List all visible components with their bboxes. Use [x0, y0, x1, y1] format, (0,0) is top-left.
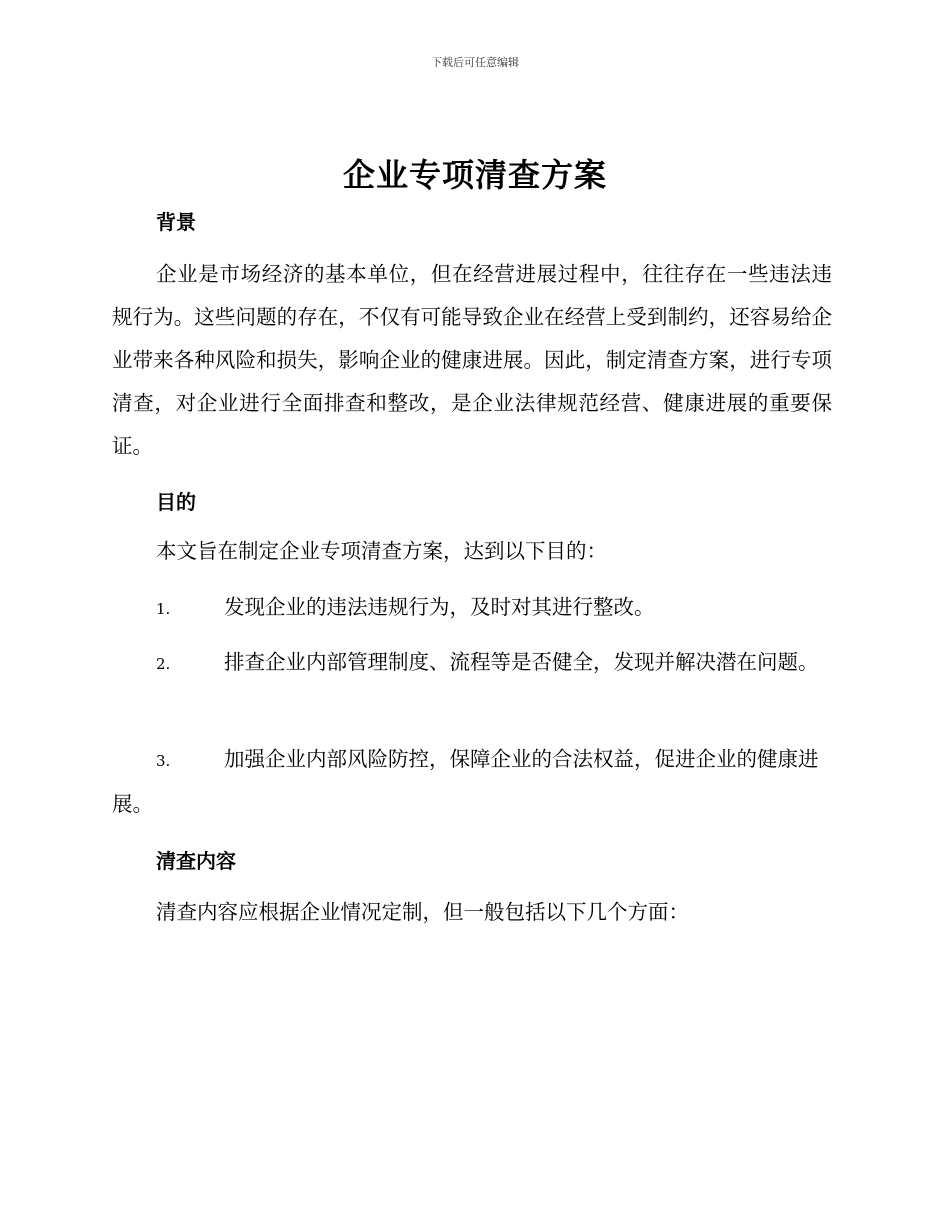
purpose-item	[112, 738, 832, 826]
section-heading-content: 清查内容	[156, 849, 236, 873]
purpose-item-text: 排查企业内部管理制度、流程等是否健全，发现并解决潜在问题。	[224, 650, 819, 674]
content-intro: 清查内容应根据企业情况定制，但一般包括以下几个方面：	[156, 900, 689, 924]
purpose-item-text: 加强企业内部风险防控，保障企业的合法权益，促进企业的健康进展。	[112, 747, 819, 816]
purpose-item	[112, 586, 832, 631]
purpose-item-text: 发现企业的违法违规行为，及时对其进行整改。	[224, 595, 655, 619]
purpose-item-number: 2.	[156, 655, 171, 673]
document-title: 企业专项清查方案	[342, 156, 607, 194]
background-paragraph: 企业是市场经济的基本单位，但在经营进展过程中，往往存在一些违法违规行为。这些问题的存在，不仅有可能导致企业在经营上受到制约，还容易给企业带来各种风险和损失，影响企业的健康进展。因此，制定清查方案，进行专项清查，对企业进行全面排查和整改，是企业法律规范经营、健康进展的重要保证。	[112, 262, 832, 458]
purpose-intro: 本文旨在制定企业专项清查方案，达到以下目的：	[156, 539, 607, 563]
header-note: 下载后可任意编辑	[431, 56, 519, 69]
purpose-item-number: 3.	[156, 752, 171, 770]
section-heading-purpose: 目的	[156, 490, 196, 514]
section-heading-background: 背景	[156, 210, 196, 234]
purpose-item	[112, 641, 832, 686]
purpose-item-number: 1.	[156, 600, 171, 618]
